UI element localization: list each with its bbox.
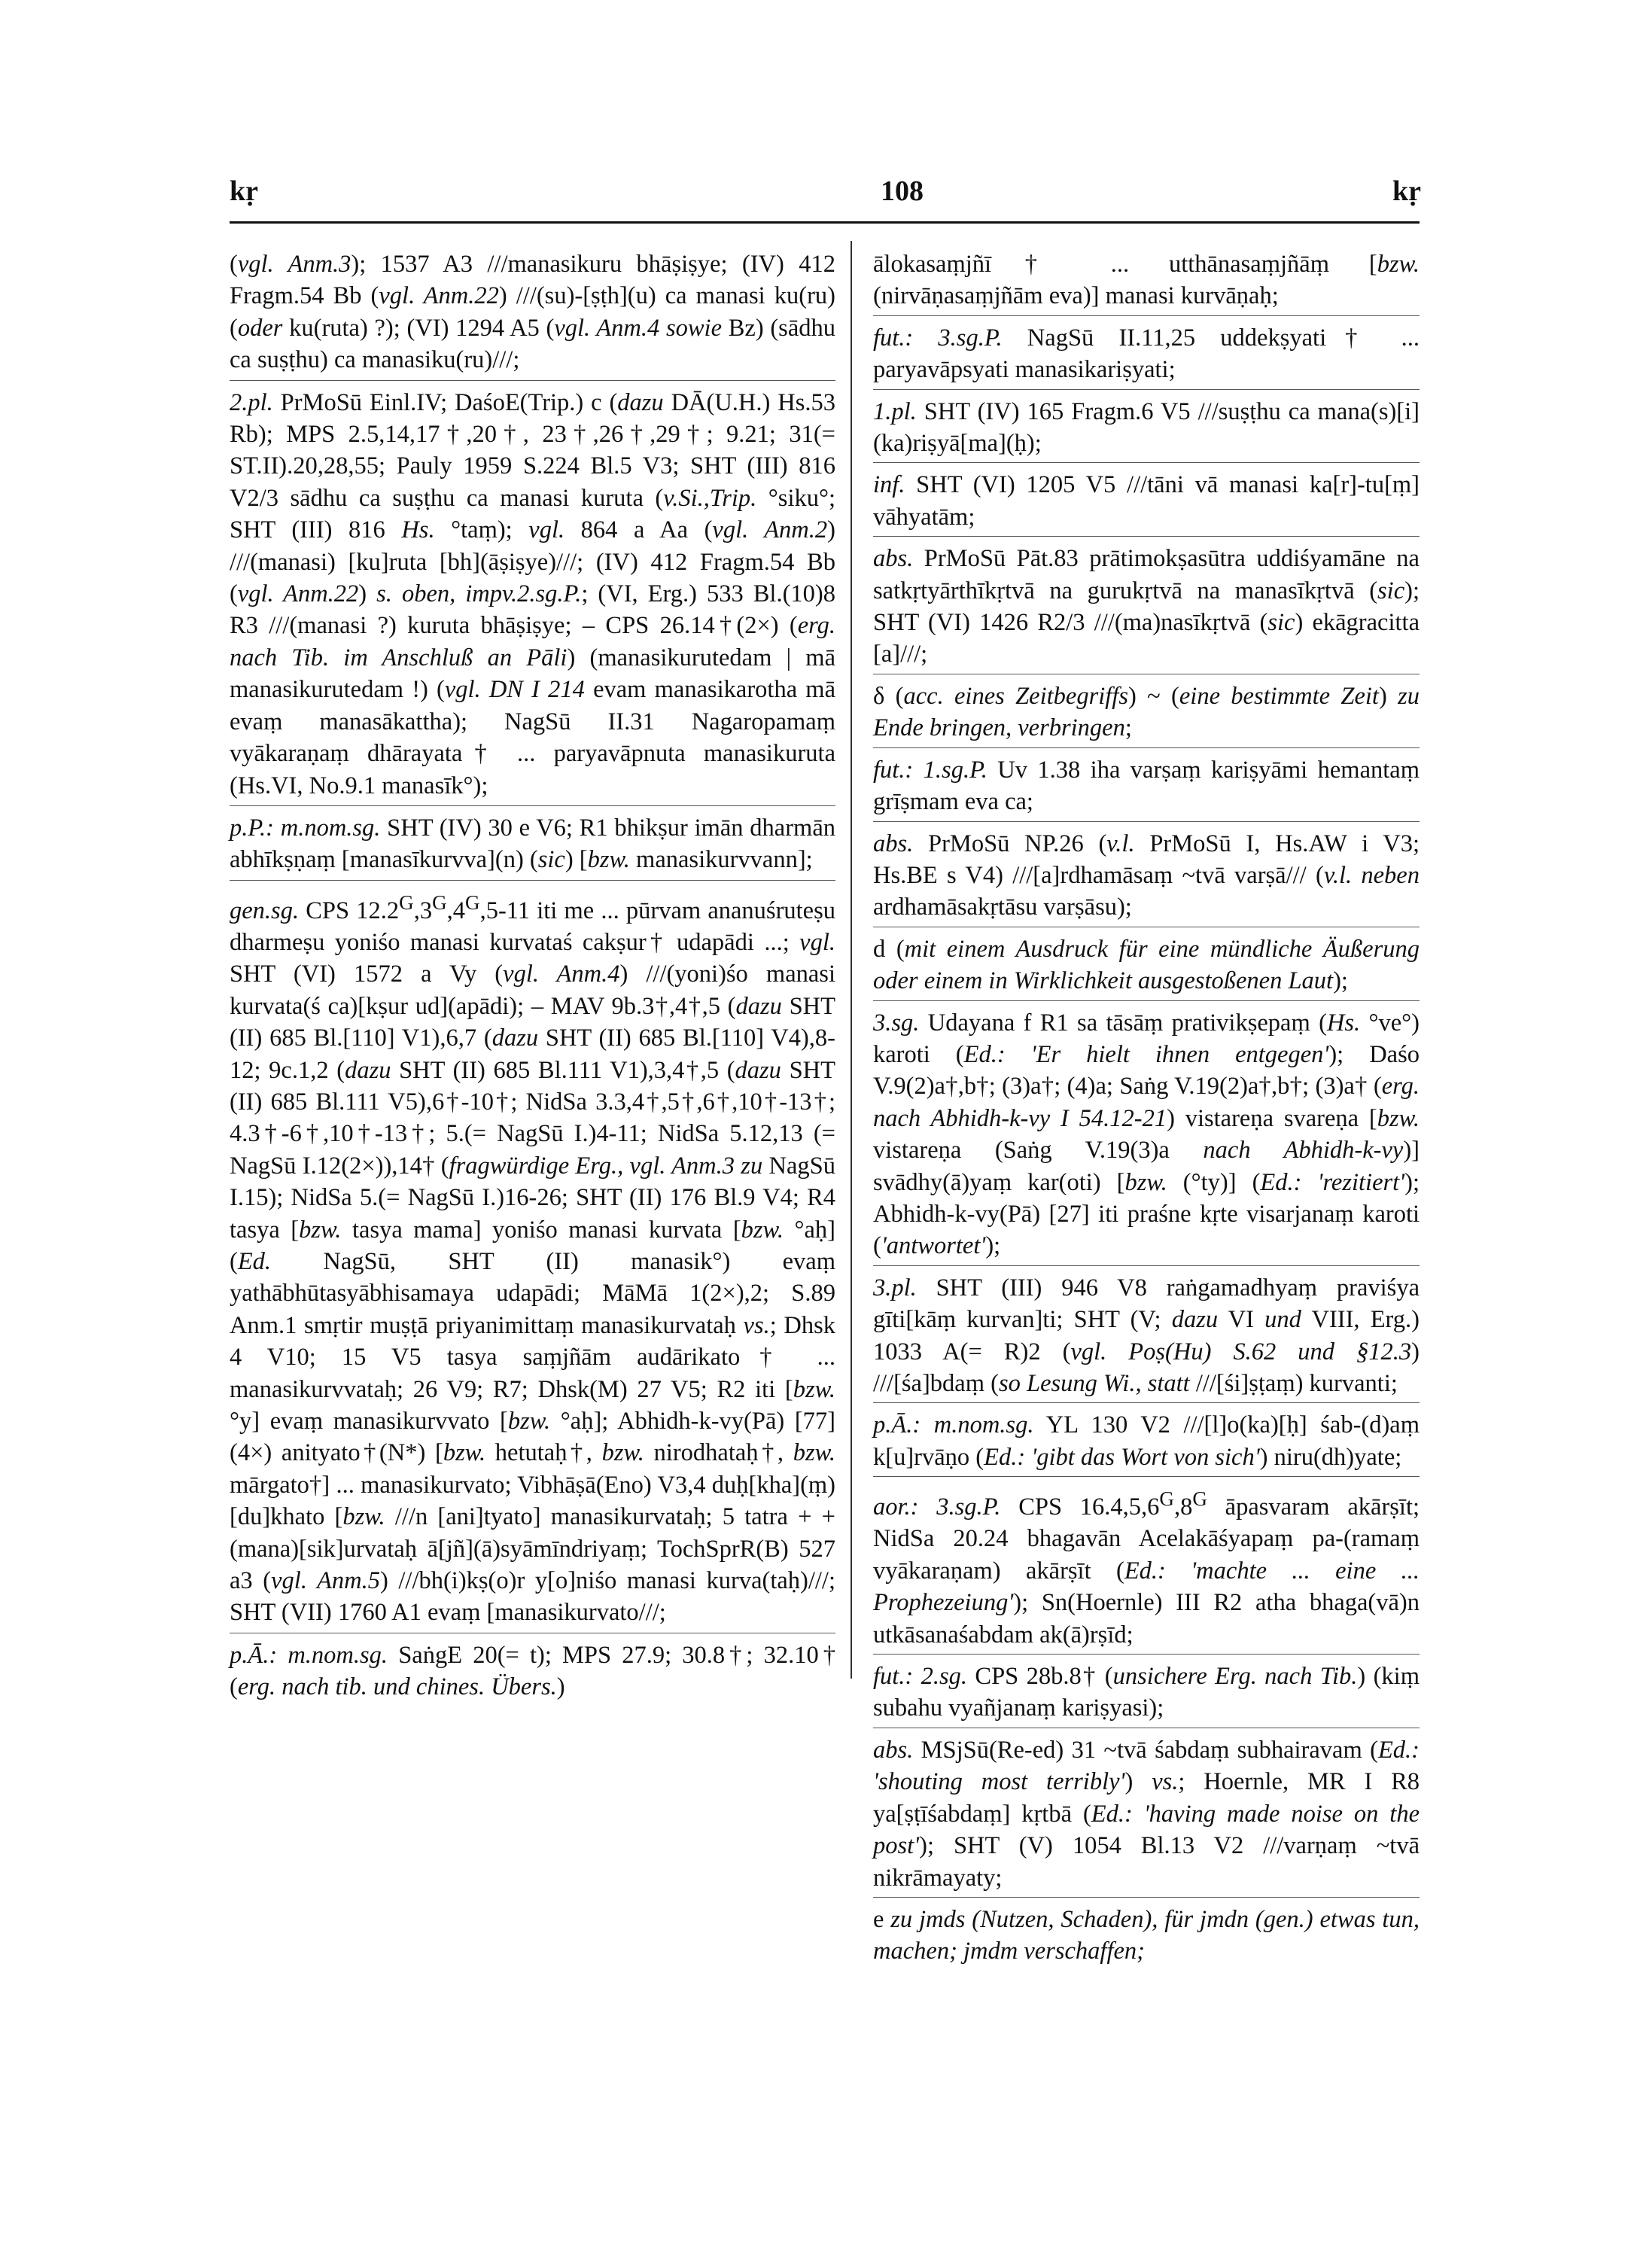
entry-paragraph: aor.: 3.sg.P. CPS $16.4,5,6^G,8^G$ āpasvaram akārṣīt; NidSa 20.24 bhagavān Acelakāśyapaṃ pa-(ramaṃ vyākaraṇam) akārṣīt (Ed.: 'machte ... eine ... Prophezeiung'); Sn(Hoernle) III R2 atha bhaga(vā)n utkāsanaśabdam ak(ā)rṣīd; [873, 1483, 1420, 1655]
header-rule [230, 221, 1420, 224]
header-right-headword: kṛ [1392, 175, 1421, 207]
entry-paragraph: 3.pl. SHT (III) 946 V8 raṅgamadhyaṃ praviśya gīti[kāṃ kurvan]ti; SHT (V; dazu VI und VIII, Erg.) 1033 A(= R)2 (vgl. Poṣ(Hu) S.62 und §12.3) ///[śa]bdaṃ (so Lesung Wi., statt ///[śi]ṣṭaṃ) kurvanti; [873, 1272, 1420, 1404]
entry-paragraph: fut.: 2.sg. CPS 28b.8† (unsichere Erg. nach Tib.) (kiṃ subahu vyañjanaṃ kariṣyasi); [873, 1661, 1420, 1728]
column-divider [851, 241, 852, 1679]
entry-paragraph: δ (acc. eines Zeitbegriffs) ~ (eine bestimmte Zeit) zu Ende bringen, verbringen; [873, 680, 1420, 748]
entry-paragraph: inf. SHT (VI) 1205 V5 ///tāni vā manasi ka[r]-tu[ṃ] vāhyatām; [873, 469, 1420, 537]
entry-paragraph: abs. MSjSū(Re-ed) 31 ~tvā śabdaṃ subhairavam (Ed.: 'shouting most terribly') vs.; Hoernle, MR I R8 ya[ṣṭīśabdaṃ] kṛtbā (Ed.: 'having made noise on the post'); SHT (V) 1054 Bl.13 V2 ///varṇaṃ ~tvā nikrāmayaty; [873, 1734, 1420, 1898]
entry-paragraph: fut.: 1.sg.P. Uv 1.38 iha varṣaṃ kariṣyāmi hemantaṃ grīṣmam eva ca; [873, 754, 1420, 822]
left-column [230, 248, 835, 1713]
entry-paragraph: p.Ā.: m.nom.sg. SaṅgE 20(= t); MPS 27.9; 30.8†; 32.10† (erg. nach tib. und chines. Übers.) [230, 1641, 836, 1701]
entry-paragraph: 1.pl. SHT (IV) 165 Fragm.6 V5 ///suṣṭhu ca mana(s)[i] (ka)riṣyā[ma](ḥ); [873, 396, 1420, 464]
entry-paragraph: fut.: 3.sg.P. NagSū II.11,25 uddekṣyati† ... paryavāpsyati manasikariṣyati; [873, 322, 1420, 390]
entry-paragraph: gen.sg. CPS $12.2^G,3^G,4^G,5-11$ iti me ... pūrvam ananuśruteṣu dharmeṣu yoniśo manasi kurvataś cakṣur† udapādi ...; vgl. SHT (VI) 1572 a Vy (vgl. Anm.4) ///(yoni)śo manasi kurvata(ś ca)[kṣur ud](apādi); – MAV 9b.3†,4†,5 (dazu SHT (II) 685 Bl.[110] V1),6,7 (dazu SHT (II) 685 Bl.[110] V4),8-12; 9c.1,2 (dazu SHT (II) 685 Bl.111 V1),3,4†,5 (dazu SHT (II) 685 Bl.111 V5),6†-10†; NidSa 3.3,4†,5†,6†,10†-13†; 4.3†-6†,10†-13†; 5.(= NagSū I.)4-11; NidSa 5.12,13 (= NagSū I.12(2×)),14† (fragwürdige Erg., vgl. Anm.3 zu NagSū I.15); NidSa 5.(= NagSū I.)16-26; SHT (II) 176 Bl.9 V4; R4 tasya [bzw. tasya mama] yoniśo manasi kurvata [bzw. °aḥ] (Ed. NagSū, SHT (II) manasik°) evaṃ yathābhūtasyābhisamaya udapādi; MāMā 1(2×),2; S.89 Anm.1 smṛtir muṣṭā priyanimittaṃ manasikurvataḥ vs.; Dhsk 4 V10; 15 V5 tasya saṃjñām audārikato† ... manasikurvvataḥ; 26 V9; R7; Dhsk(M) 27 V5; R2 iti [bzw. °y] evaṃ manasikurvvato [bzw. °aḥ]; Abhidh-k-vy(Pā) [77](4×) anityato†(N*) [bzw. hetutaḥ†, bzw. nirodhataḥ†, bzw. mārgato†] ... manasikurvato; Vibhāṣā(Eno) V3,4 duḥ[kha](ṃ) [du]khato [bzw. ///n [ani]tyato] manasikurvataḥ; 5 tatra + + (mana)[sik]urvataḥ ā[jñ](ā)syāmīndriyaṃ; TochSprR(B) 527 a3 (vgl. Anm.5) ///bh(i)kṣ(o)r y[o]niśo manasi kurva(taḥ)///; SHT (VII) 1760 A1 evaṃ [manasikurvato///; [230, 887, 835, 1633]
header-left-headword: kṛ [230, 175, 258, 207]
entry-paragraph: p.P.: m.nom.sg. SHT (IV) 30 e V6; R1 bhikṣur imān dharmān abhīkṣṇaṃ [manasīkurvva](n) (sic) [bzw. manasikurvvann]; [230, 812, 835, 881]
entry-paragraph: abs. PrMoSū Pāt.83 prātimokṣasūtra uddiśyamāne na satkṛtyārthīkṛtvā na gurukṛtvā na manasīkṛtvā (sic); SHT (VI) 1426 R2/3 ///(ma)nasīkṛtvā (sic) ekāgracitta [a]///; [873, 543, 1420, 674]
entry-paragraph: d (mit einem Ausdruck für eine mündliche Äußerung oder einem in Wirklichkeit ausgestoßenen Laut); [873, 933, 1420, 1001]
right-column [873, 248, 1420, 1977]
entry-paragraph: p.Ā.: m.nom.sg. YL 130 V2 ///[l]o(ka)[ḥ] śab-(d)aṃ k[u]rvāṇo (Ed.: 'gibt das Wort von sich') niru(dh)yate; [873, 1409, 1420, 1477]
entry-paragraph: abs. PrMoSū NP.26 (v.l. PrMoSū I, Hs.AW i V3; Hs.BE s V4) ///[a]rdhamāsaṃ ~tvā varṣā/// (v.l. neben ardhamāsakṛtāsu varṣāsu); [873, 828, 1420, 927]
entry-paragraph: (vgl. Anm.3); 1537 A3 ///manasikuru bhāṣiṣye; (IV) 412 Fragm.54 Bb (vgl. Anm.22) ///(su)-[ṣṭh](u) ca manasi ku(ru) (oder ku(ruta) ?); (VI) 1294 A5 (vgl. Anm.4 sowie Bz) (sādhu ca suṣṭhu) ca manasiku(ru)///; [230, 248, 835, 381]
entry-paragraph: 2.pl. PrMoSū Einl.IV; DaśoE(Trip.) c (dazu DĀ(U.H.) Hs.53 Rb); MPS 2.5,14,17†,20†, 23†,26†,29†; 9.21; 31(= ST.II).20,28,55; Pauly 1959 S.224 Bl.5 V3; SHT (III) 816 V2/3 sādhu ca suṣṭhu ca manasi kuruta (v.Si.,Trip. °siku°; SHT (III) 816 Hs. °taṃ); vgl. 864 a Aa (vgl. Anm.2) ///(manasi) [ku]ruta [bh](āṣiṣye)///; (IV) 412 Fragm.54 Bb (vgl. Anm.22) s. oben, impv.2.sg.P.; (VI, Erg.) 533 Bl.(10)8 R3 ///(manasi ?) kuruta bhāṣiṣye; – CPS 26.14†(2×) (erg. nach Tib. im Anschluß an Pāli) (manasikurutedam | mā manasikurutedam !) (vgl. DN I 214 evam manasikarotha mā evaṃ manasākattha); NagSū II.31 Nagaropamaṃ vyākaraṇaṃ dhārayata† ... paryavāpnuta manasikuruta (Hs.VI, No.9.1 manasīk°); [230, 387, 835, 806]
entry-paragraph: 3.sg. Udayana f R1 sa tāsāṃ prativikṣepaṃ (Hs. °ve°) karoti (Ed.: 'Er hielt ihnen entgegen'); Daśo V.9(2)a†,b†; (3)a†; (4)a; Saṅg V.19(2)a†,b†; (3)a† (erg. nach Abhidh-k-vy I 54.12-21) vistareṇa svareṇa [bzw. vistareṇa (Saṅg V.19(3)a nach Abhidh-k-vy)] svādhy(ā)yaṃ kar(oti) [bzw. (°ty)] (Ed.: 'rezitiert'); Abhidh-k-vy(Pā) [27] iti praśne kṛte visarjanaṃ karoti ('antwortet'); [873, 1007, 1420, 1266]
page-number: 108 [881, 175, 924, 207]
entry-paragraph: e zu jmds (Nutzen, Schaden), für jmdn (gen.) etwas tun, machen; jmdm verschaffen; [873, 1905, 1420, 1965]
entry-paragraph: ālokasaṃjñī† ... utthānasaṃjñāṃ [bzw. (nirvāṇasaṃjñām eva)] manasi kurvāṇaḥ; [873, 248, 1420, 316]
